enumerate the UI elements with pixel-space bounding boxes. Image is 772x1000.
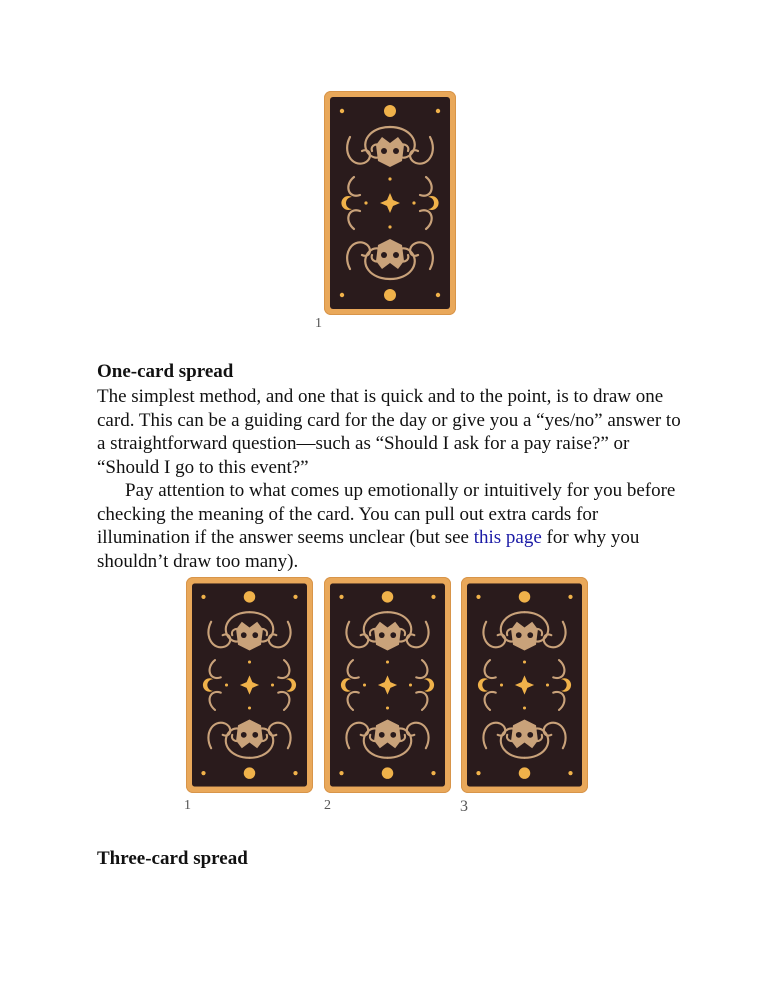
section-heading: One-card spread bbox=[97, 361, 234, 382]
cross-reference-link[interactable]: this page bbox=[473, 527, 542, 548]
paragraph-text: Pay attention to what comes up emotionally or intuitively for you before checking the meaning of the card. You can pull out extra cards for illumination if the answer seems unclear (but see bbox=[97, 480, 676, 548]
figure-card-number: 2 bbox=[324, 798, 331, 813]
paragraph bbox=[97, 479, 687, 573]
card-back-art bbox=[330, 97, 450, 309]
tarot-card-back-image bbox=[324, 91, 456, 315]
card-back-art bbox=[330, 583, 445, 787]
paragraph bbox=[97, 385, 687, 479]
tarot-card-back-image bbox=[324, 577, 451, 793]
figure-card-number: 1 bbox=[315, 316, 322, 331]
card-back-art bbox=[192, 583, 307, 787]
card-back-art bbox=[467, 583, 582, 787]
figure-card-number: 1 bbox=[184, 798, 191, 813]
tarot-card-back-image bbox=[461, 577, 588, 793]
paragraph-text: The simplest method, and one that is quick and to the point, is to draw one card. This can be a guiding card for the day or give you a “yes/no” answer to a straightforward question—such as “Should I ask for a pay raise?” or “Should I go to this event?” bbox=[97, 386, 681, 478]
tarot-card-back-image bbox=[186, 577, 313, 793]
section-heading: Three-card spread bbox=[97, 848, 248, 869]
paragraph-text: for why you shouldn’t draw too many). bbox=[97, 527, 640, 572]
figure-card-number: 3 bbox=[460, 798, 468, 815]
